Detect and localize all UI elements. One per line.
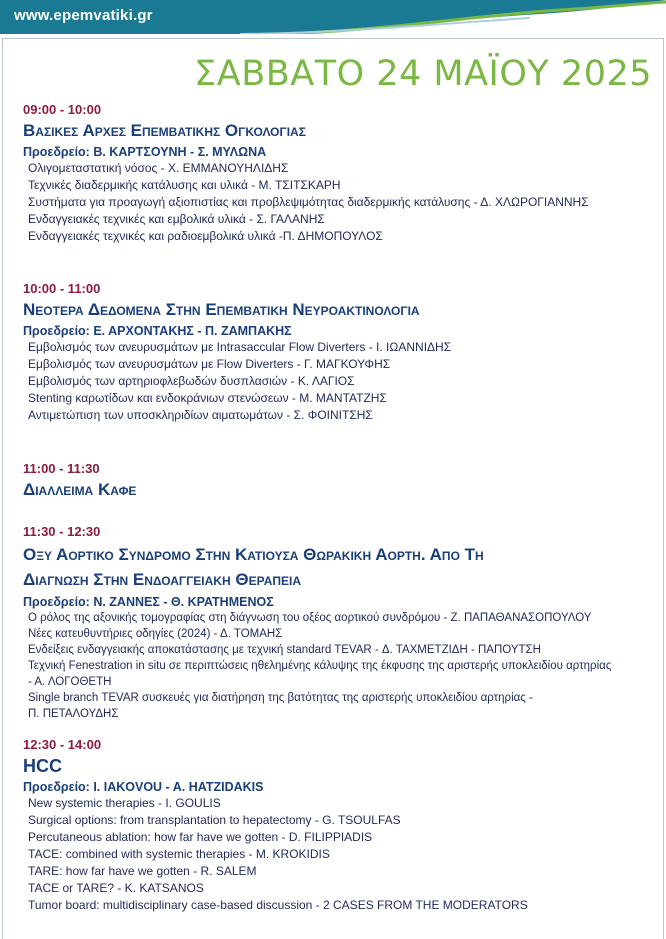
session-title: Νεοτερα Δεδομενα Στην Επεμβατικη Νευροακτινολογια: [23, 300, 420, 319]
talk-item: Ολιγομεταστατική νόσος - Χ. ΕΜΜΑΝΟΥΗΛΙΔΗΣ: [28, 161, 289, 175]
talk-item: Tumor board: multidisciplinary case-based discussion - 2 CASES FROM THE MODERATORS: [28, 898, 528, 912]
session-time: 10:00 - 11:00: [23, 281, 101, 296]
talk-item: Εμβολισμός των ανευρυσμάτων με Flow Diverters - Γ. ΜΑΓΚΟΥΦΗΣ: [28, 357, 391, 371]
session-chairs: Προεδρείο: Ν. ΖΑΝΝΕΣ - Θ. ΚΡΑΤΗΜΕΝΟΣ: [23, 595, 274, 609]
session-title: Βασικες Αρχες Επεμβατικης Ογκολογιας: [23, 121, 306, 140]
talk-item: TACE: combined with systemic therapies - M. KROKIDIS: [28, 847, 330, 861]
session-title: Οξυ Αορτικο Συνδρομο Στην Κατιουσα Θωρακικη Αορτη. Απο Τη: [23, 545, 484, 564]
talk-item: Ενδείξεις ενδαγγειακής αποκατάστασης με τεχνική standard TEVAR - Δ. ΤΑΧΜΕΤΖΙΔΗ - ΠΑΠΟΥΤΣΗ: [28, 644, 541, 656]
talk-item: Εμβολισμός των ανευρυσμάτων με Intrasaccular Flow Diverters - Ι. ΙΩΑΝΝΙΔΗΣ: [28, 340, 452, 354]
talk-item: Percutaneous ablation: how far have we gotten - D. FILIPPIADIS: [28, 830, 373, 844]
session-time: 12:30 - 14:00: [23, 737, 102, 752]
session-block: [23, 737, 653, 914]
session-block: [23, 461, 653, 501]
talk-item-continued: Π. ΠΕΤΑΛΟΥΔΗΣ: [28, 708, 119, 720]
session-title-continued: Διαγνωση Στην Ενδοαγγειακη Θεραπεια: [23, 570, 302, 589]
page-date-heading: ΣΑΒΒΑΤΟ 24 ΜΑΪΟΥ 2025: [194, 54, 652, 94]
session-title: Διαλλειμα Καφε: [23, 480, 137, 499]
talk-item: TACE or TARE? - K. KATSANOS: [28, 881, 204, 895]
session-chairs: Προεδρείο: I. IAKOVOU - A. HATZIDAKIS: [23, 780, 264, 794]
talk-item: Συστήματα για προαγωγή αξιοπιστίας και προβλεψιμότητας διαδερμικής κατάλυσης - Δ. ΧΛΩΡΟΓΙΑΝΝΗΣ: [28, 195, 589, 209]
decorative-wave: [240, 0, 666, 34]
talk-item: Τεχνική Fenestration in situ σε περιπτώσεις ηθελημένης κάλυψης της έκφυσης της αριστερής υποκλειδίου αρτηρίας: [28, 660, 612, 672]
talk-item: TARE: how far have we gotten - R. SALEM: [28, 864, 257, 878]
talk-item: New systemic therapies - I. GOULIS: [28, 796, 221, 810]
talk-item: Ενδαγγειακές τεχνικές και εμβολικά υλικά - Σ. ΓΑΛΑΝΗΣ: [28, 212, 325, 226]
session-time: 11:30 - 12:30: [23, 524, 101, 539]
talk-item: Εμβολισμός των αρτηριοφλεβωδών δυσπλασιών - Κ. ΛΑΓΙΟΣ: [28, 374, 355, 388]
talk-item: Ο ρόλος της αξονικής τομογραφίας στη διάγνωση του οξέος αορτικού συνδρόμου - Ζ. ΠΑΠΑΘΑΝΑΣΟΠΟΥΛΟΥ: [28, 612, 592, 624]
header-banner: [0, 0, 666, 34]
session-chairs: Προεδρείο: Ε. ΑΡΧΟΝΤΑΚΗΣ - Π. ΖΑΜΠΑΚΗΣ: [23, 324, 292, 338]
session-time: 09:00 - 10:00: [23, 102, 102, 117]
talk-item-continued: - Α. ΛΟΓΟΘΕΤΗ: [28, 676, 112, 688]
talk-item: Stenting καρωτίδων και ενδοκράνιων στενώσεων - Μ. ΜΑΝΤΑΤΖΗΣ: [28, 391, 387, 405]
talk-item: Ενδαγγειακές τεχνικές και ραδιοεμβολικά υλικά -Π. ΔΗΜΟΠΟΥΛΟΣ: [28, 229, 383, 243]
talk-item: Νέες κατευθυντήριες οδηγίες (2024) - Δ. ΤΟΜΑΗΣ: [28, 628, 283, 640]
session-title: HCC: [23, 756, 62, 776]
talk-item: Αντιμετώπιση των υποσκληριδίων αιματωμάτων - Σ. ΦΟΙΝΙΤΣΗΣ: [28, 408, 373, 422]
talk-item: Single branch TEVAR συσκευές για διατήρηση της βατότητας της αριστερής υποκλειδίου αρτηρίας -: [28, 692, 533, 704]
session-time: 11:00 - 11:30: [23, 461, 100, 476]
session-block: [23, 281, 653, 424]
session-chairs: Προεδρείο: Β. ΚΑΡΤΣΟΥΝΗ - Σ. ΜΥΛΩΝΑ: [23, 145, 267, 159]
session-block: [23, 102, 653, 245]
session-block: [23, 524, 653, 722]
talk-item: Surgical options: from transplantation to hepatectomy - G. TSOULFAS: [28, 813, 401, 827]
website-url[interactable]: www.epemvatiki.gr: [14, 7, 153, 24]
talk-item: Τεχνικές διαδερμικής κατάλυσης και υλικά - Μ. ΤΣΙΤΣΚΑΡΗ: [28, 178, 341, 192]
